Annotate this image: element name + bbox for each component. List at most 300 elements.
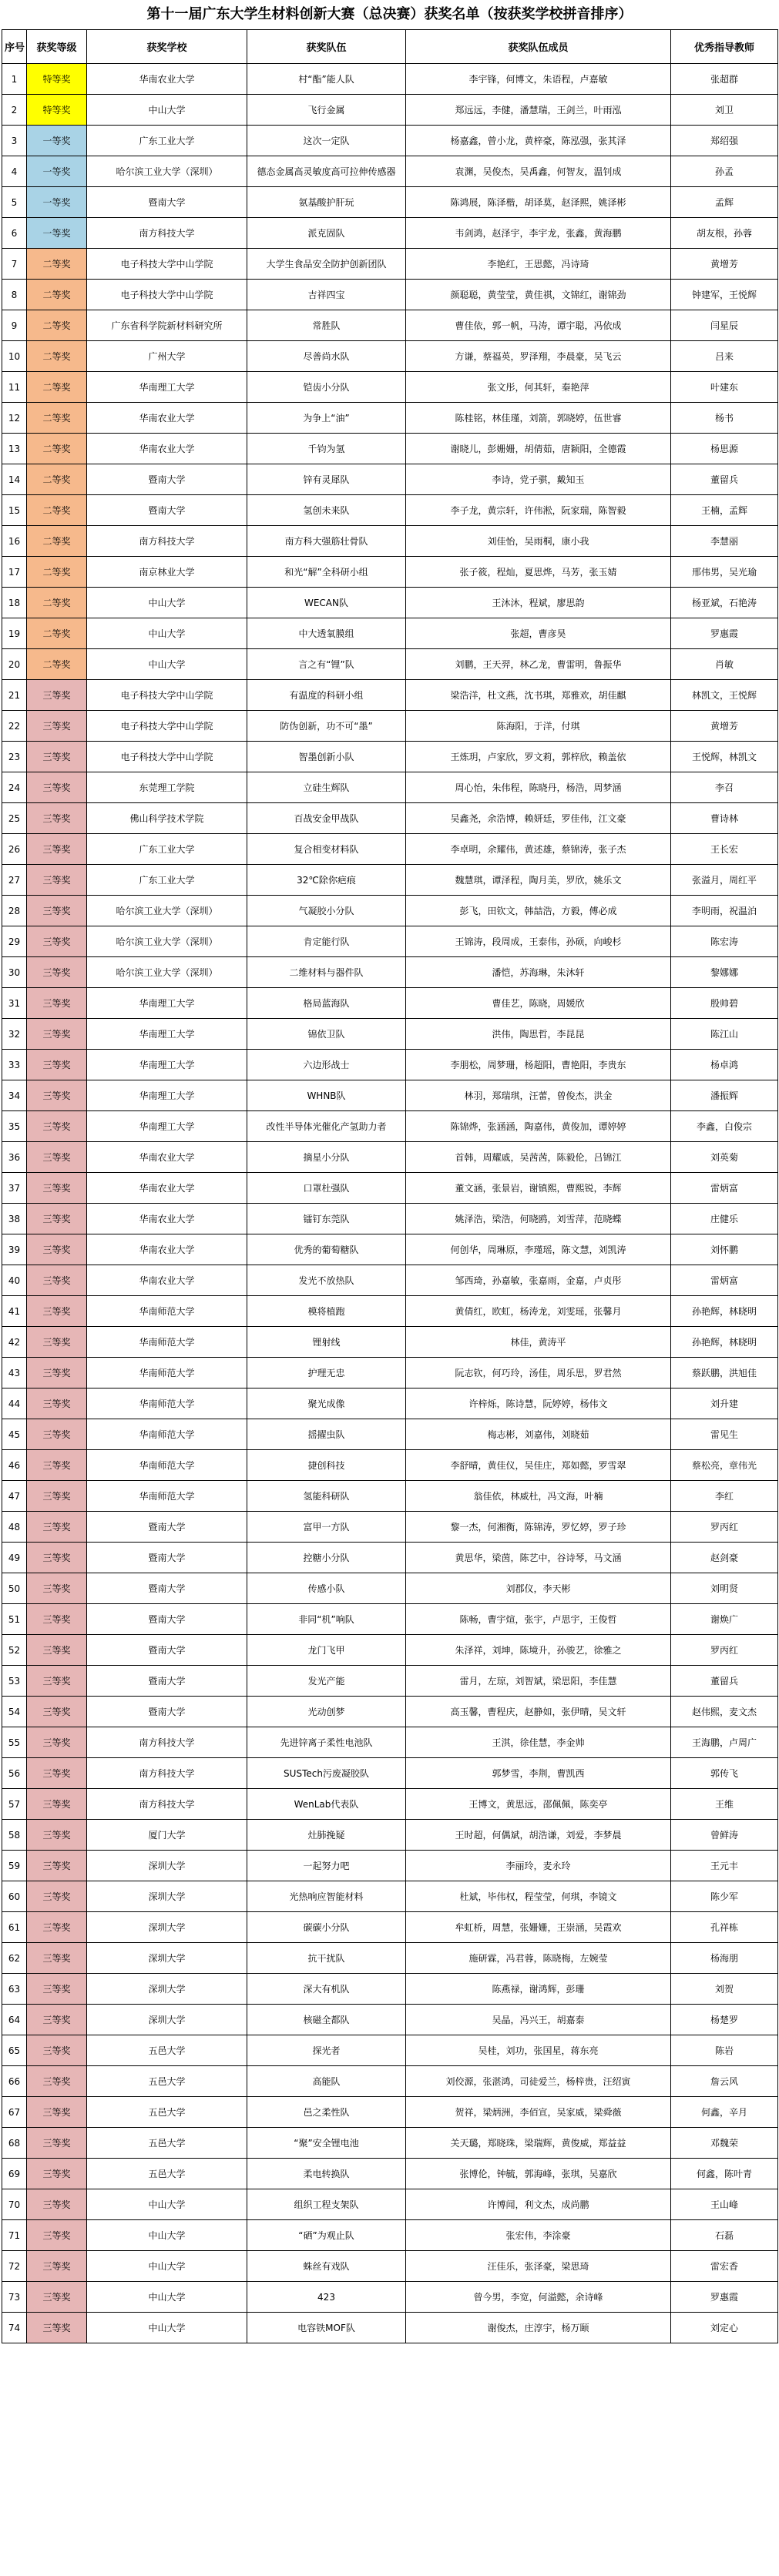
cell-advisor: 赵剑豪 [671,1543,778,1573]
cell-level: 三等奖 [27,926,87,957]
cell-level: 三等奖 [27,1019,87,1050]
cell-advisor: 杨亚斌，石艳涛 [671,588,778,618]
cell-school: 广东工业大学 [87,834,247,865]
cell-school: 华南农业大学 [87,1173,247,1204]
cell-school: 华南师范大学 [87,1358,247,1388]
table-row [2,2189,778,2220]
cell-advisor: 雷宏香 [671,2251,778,2282]
table-row [2,988,778,1019]
cell-no: 36 [2,1142,27,1173]
cell-no: 57 [2,1789,27,1820]
cell-team: 组织工程支架队 [247,2189,406,2220]
table-row [2,372,778,403]
cell-level: 三等奖 [27,1080,87,1111]
cell-advisor: 殷帅碧 [671,988,778,1019]
cell-team: WenLab代表队 [247,1789,406,1820]
cell-no: 63 [2,1974,27,2005]
cell-level: 二等奖 [27,588,87,618]
cell-level: 三等奖 [27,1234,87,1265]
cell-advisor: 刘怀鹏 [671,1234,778,1265]
cell-members: 张宏伟，李涂豪 [406,2220,671,2251]
cell-team: 肯定能行队 [247,926,406,957]
cell-team: 飞行金属 [247,95,406,126]
cell-school: 广东省科学院新材料研究所 [87,310,247,341]
header-school: 获奖学校 [87,30,247,64]
cell-level: 二等奖 [27,649,87,680]
cell-advisor: 刘贺 [671,1974,778,2005]
cell-level: 三等奖 [27,1512,87,1543]
cell-team: 南方科大强筋壮骨队 [247,526,406,557]
table-row [2,2282,778,2313]
cell-no: 44 [2,1388,27,1419]
cell-members: 吴鑫尧，余浩博，赖妍廷，罗佳伟，江文豪 [406,803,671,834]
cell-team: 光热响应智能材料 [247,1881,406,1912]
cell-school: 华南师范大学 [87,1419,247,1450]
cell-team: 423 [247,2282,406,2313]
cell-school: 南方科技大学 [87,1789,247,1820]
cell-advisor: 黎娜娜 [671,957,778,988]
cell-advisor: 杨思源 [671,434,778,464]
cell-school: 中山大学 [87,95,247,126]
cell-school: 暨南大学 [87,1666,247,1697]
cell-no: 56 [2,1758,27,1789]
table-row [2,1604,778,1635]
cell-school: 暨南大学 [87,495,247,526]
table-row [2,1388,778,1419]
table-row [2,1697,778,1727]
cell-no: 43 [2,1358,27,1388]
cell-level: 三等奖 [27,1358,87,1388]
cell-members: 邹西琦，孙嘉敏，张嘉雨，金嘉，卢贞彤 [406,1265,671,1296]
cell-no: 39 [2,1234,27,1265]
cell-no: 50 [2,1573,27,1604]
cell-advisor: 何鑫，陈叶青 [671,2159,778,2189]
cell-level: 三等奖 [27,1758,87,1789]
cell-no: 61 [2,1912,27,1943]
table-row [2,618,778,649]
cell-members: 董文涵，张景岩，谢镇熙，曹熙锐，李辉 [406,1173,671,1204]
cell-level: 三等奖 [27,1481,87,1512]
cell-members: 陈海阳，于洋，付琪 [406,711,671,742]
cell-team: 富甲一方队 [247,1512,406,1543]
cell-school: 五邑大学 [87,2128,247,2159]
cell-team: 揺擢虫队 [247,1419,406,1450]
cell-team: 摘星小分队 [247,1142,406,1173]
cell-advisor: 何鑫，辛月 [671,2097,778,2128]
cell-no: 40 [2,1265,27,1296]
cell-advisor: 刘升建 [671,1388,778,1419]
cell-school: 华南师范大学 [87,1481,247,1512]
cell-members: 张博伦，钟毓，郭海峰，张琪，吴嘉欣 [406,2159,671,2189]
cell-school: 华南农业大学 [87,1265,247,1296]
table-row [2,1512,778,1543]
cell-team: 邑之柔性队 [247,2097,406,2128]
cell-team: 控糖小分队 [247,1543,406,1573]
cell-team: SUSTech污废凝胶队 [247,1758,406,1789]
cell-level: 特等奖 [27,95,87,126]
page-title: 第十一届广东大学生材料创新大赛（总决赛）获奖名单（按获奖学校拼音排序） [146,6,633,22]
cell-no: 19 [2,618,27,649]
cell-members: 李丽玲，麦永玲 [406,1851,671,1881]
cell-school: 广东工业大学 [87,126,247,156]
cell-advisor: 孟辉 [671,187,778,218]
cell-level: 二等奖 [27,495,87,526]
cell-advisor: 黄增芳 [671,711,778,742]
cell-advisor: 王维 [671,1789,778,1820]
cell-no: 59 [2,1851,27,1881]
cell-level: 三等奖 [27,1851,87,1881]
cell-level: 二等奖 [27,372,87,403]
cell-team: 深大有机队 [247,1974,406,2005]
cell-school: 深圳大学 [87,1912,247,1943]
cell-members: 韦剑鸿，赵泽宇，李宇龙，张鑫，黄海鹏 [406,218,671,249]
cell-school: 哈尔滨工业大学（深圳） [87,896,247,926]
cell-team: 六边形战士 [247,1050,406,1080]
cell-team: 为争上“油” [247,403,406,434]
cell-school: 华南理工大学 [87,372,247,403]
cell-no: 21 [2,680,27,711]
cell-members: 雷月，左琼，刘智斌，梁思阳，李佳慧 [406,1666,671,1697]
cell-level: 三等奖 [27,2097,87,2128]
cell-no: 34 [2,1080,27,1111]
cell-no: 73 [2,2282,27,2313]
cell-no: 68 [2,2128,27,2159]
cell-members: 梁浩洋，杜文燕，沈书琪，郑雅欢，胡佳麒 [406,680,671,711]
cell-members: 袁渊，吴俊杰，吴禹鑫，何智友，温钊成 [406,156,671,187]
cell-no: 58 [2,1820,27,1851]
cell-members: 张文彤，何其轩，秦艳萍 [406,372,671,403]
cell-level: 三等奖 [27,1974,87,2005]
cell-no: 4 [2,156,27,187]
cell-school: 华南理工大学 [87,1080,247,1111]
cell-team: 立硅生辉队 [247,772,406,803]
cell-advisor: 李明雨，祝温泊 [671,896,778,926]
cell-team: 百战安金甲战队 [247,803,406,834]
cell-members: 郭梦雪，李荆，曹凯西 [406,1758,671,1789]
cell-no: 7 [2,249,27,280]
cell-advisor: 罗惠霞 [671,2282,778,2313]
cell-team: 碳碳小分队 [247,1912,406,1943]
cell-advisor: 潘振辉 [671,1080,778,1111]
cell-members: 李诗，党子骐，戴知玉 [406,464,671,495]
cell-level: 二等奖 [27,526,87,557]
cell-members: 陈燕禄，谢鸿辉，彭珊 [406,1974,671,2005]
cell-school: 南方科技大学 [87,218,247,249]
cell-advisor: 孙孟 [671,156,778,187]
table-row [2,2159,778,2189]
cell-members: 王时超，何偶斌，胡浩谦，刘爱，李梦晨 [406,1820,671,1851]
cell-members: 李卓明，余耀伟，黄述雄，蔡锦涛，张子杰 [406,834,671,865]
cell-team: 派克固队 [247,218,406,249]
cell-advisor: 王楠，孟辉 [671,495,778,526]
table-row [2,1881,778,1912]
cell-members: 汪佳乐，张泽豪，梁思琦 [406,2251,671,2282]
table-row [2,1204,778,1234]
cell-no: 72 [2,2251,27,2282]
cell-advisor: 刘定心 [671,2313,778,2343]
cell-team: 护理无忠 [247,1358,406,1388]
cell-members: 魏慧琪，谭泽程，陶月美，罗欣，姚乐文 [406,865,671,896]
cell-no: 62 [2,1943,27,1974]
cell-school: 电子科技大学中山学院 [87,711,247,742]
cell-level: 三等奖 [27,2189,87,2220]
cell-members: 何创华，周琳原，李瑾瑶，陈文慧，刘凯涛 [406,1234,671,1265]
cell-level: 三等奖 [27,1727,87,1758]
cell-team: 二维材料与器件队 [247,957,406,988]
cell-team: 大学生食品安全防护创新团队 [247,249,406,280]
cell-team: 锌有灵犀队 [247,464,406,495]
cell-no: 70 [2,2189,27,2220]
cell-members: 张子筱，程灿，夏思烨，马芳，张玉婧 [406,557,671,588]
cell-school: 东莞理工学院 [87,772,247,803]
cell-no: 31 [2,988,27,1019]
cell-school: 电子科技大学中山学院 [87,249,247,280]
cell-no: 22 [2,711,27,742]
cell-level: 三等奖 [27,1050,87,1080]
cell-team: 改性半导体光催化产氢助力者 [247,1111,406,1142]
table-row [2,156,778,187]
cell-level: 三等奖 [27,1265,87,1296]
cell-team: 防伪创新，功不可“墨” [247,711,406,742]
cell-no: 67 [2,2097,27,2128]
cell-members: 林羽，郑瑞琪，汪蕾，曾俊杰，洪金 [406,1080,671,1111]
cell-school: 深圳大学 [87,1943,247,1974]
cell-no: 5 [2,187,27,218]
cell-school: 暨南大学 [87,1635,247,1666]
cell-team: 龙门飞甲 [247,1635,406,1666]
cell-school: 厦门大学 [87,1820,247,1851]
cell-members: 梅志彬，刘嘉伟，刘晓茹 [406,1419,671,1450]
table-row [2,1851,778,1881]
cell-no: 38 [2,1204,27,1234]
cell-no: 46 [2,1450,27,1481]
cell-school: 电子科技大学中山学院 [87,280,247,310]
cell-level: 三等奖 [27,1789,87,1820]
table-row [2,2066,778,2097]
cell-no: 47 [2,1481,27,1512]
table-row [2,310,778,341]
cell-no: 26 [2,834,27,865]
cell-school: 中山大学 [87,588,247,618]
cell-advisor: 杨海朋 [671,1943,778,1974]
cell-members: 李子龙，黄宗轩，许伟淞，阮家瑞，陈智毅 [406,495,671,526]
cell-level: 三等奖 [27,742,87,772]
cell-level: 三等奖 [27,2220,87,2251]
cell-level: 一等奖 [27,187,87,218]
cell-school: 华南农业大学 [87,1204,247,1234]
cell-advisor: 吕来 [671,341,778,372]
cell-school: 华南农业大学 [87,403,247,434]
cell-school: 中山大学 [87,649,247,680]
table-row [2,1234,778,1265]
table-row [2,1912,778,1943]
cell-school: 佛山科学技术学院 [87,803,247,834]
cell-level: 特等奖 [27,64,87,95]
cell-school: 暨南大学 [87,1573,247,1604]
cell-school: 哈尔滨工业大学（深圳） [87,926,247,957]
table-row [2,680,778,711]
cell-level: 三等奖 [27,1327,87,1358]
cell-team: 气凝胶小分队 [247,896,406,926]
cell-level: 三等奖 [27,1111,87,1142]
cell-advisor: 曹诗林 [671,803,778,834]
table-row [2,464,778,495]
cell-team: 锦依卫队 [247,1019,406,1050]
table-row [2,2313,778,2343]
cell-advisor: 陈少军 [671,1881,778,1912]
table-row [2,1543,778,1573]
table-row [2,2005,778,2035]
cell-level: 二等奖 [27,249,87,280]
cell-members: 刘鹏，王天羿，林乙龙，曹雷明，鲁振华 [406,649,671,680]
cell-school: 深圳大学 [87,1881,247,1912]
cell-school: 中山大学 [87,2220,247,2251]
cell-members: 颜聪聪，黄莹莹，黄佳祺，文锦红，谢锦劲 [406,280,671,310]
cell-level: 三等奖 [27,1635,87,1666]
cell-school: 五邑大学 [87,2097,247,2128]
cell-no: 33 [2,1050,27,1080]
cell-no: 23 [2,742,27,772]
cell-advisor: 李慧丽 [671,526,778,557]
cell-advisor: 杨书 [671,403,778,434]
cell-no: 69 [2,2159,27,2189]
cell-level: 三等奖 [27,2035,87,2066]
cell-team: 常胜队 [247,310,406,341]
cell-team: 聚光成像 [247,1388,406,1419]
table-row [2,1481,778,1512]
cell-advisor: 陈岩 [671,2035,778,2066]
cell-advisor: 刘卫 [671,95,778,126]
cell-no: 8 [2,280,27,310]
header-team: 获奖队伍 [247,30,406,64]
cell-no: 2 [2,95,27,126]
cell-school: 南京林业大学 [87,557,247,588]
table-row [2,1019,778,1050]
table-row [2,2251,778,2282]
cell-level: 三等奖 [27,1604,87,1635]
cell-advisor: 罗丙红 [671,1512,778,1543]
cell-school: 华南师范大学 [87,1327,247,1358]
cell-advisor: 杨卓鸿 [671,1050,778,1080]
cell-advisor: 刘明贤 [671,1573,778,1604]
cell-team: 灶肺挽疑 [247,1820,406,1851]
cell-level: 二等奖 [27,557,87,588]
table-row [2,834,778,865]
table-row [2,2097,778,2128]
cell-advisor: 张超群 [671,64,778,95]
cell-members: 刘郡仪，李天彬 [406,1573,671,1604]
table-header-row [2,30,778,64]
table-row [2,249,778,280]
cell-members: 刘佳怡，吴雨桐，康小我 [406,526,671,557]
cell-level: 三等奖 [27,2159,87,2189]
cell-advisor: 李红 [671,1481,778,1512]
table-row [2,711,778,742]
cell-school: 电子科技大学中山学院 [87,742,247,772]
cell-advisor: 石磊 [671,2220,778,2251]
cell-team: 千钧为氢 [247,434,406,464]
cell-members: 翁佳依，林威杜，冯文海，叶楠 [406,1481,671,1512]
cell-no: 49 [2,1543,27,1573]
cell-team: 口罩杜强队 [247,1173,406,1204]
table-row [2,1296,778,1327]
cell-team: 和光“解”全科研小组 [247,557,406,588]
cell-no: 48 [2,1512,27,1543]
cell-school: 暨南大学 [87,1512,247,1543]
cell-no: 29 [2,926,27,957]
cell-members: 许博闻，利文杰，成尚鹏 [406,2189,671,2220]
table-row [2,341,778,372]
cell-level: 三等奖 [27,680,87,711]
table-row [2,926,778,957]
cell-level: 三等奖 [27,2251,87,2282]
cell-school: 中山大学 [87,2282,247,2313]
table-row [2,495,778,526]
cell-advisor: 罗丙红 [671,1635,778,1666]
cell-members: 杨嘉鑫，曾小龙，黄梓豪，陈泓强，张其泽 [406,126,671,156]
cell-level: 三等奖 [27,834,87,865]
cell-advisor: 邓魏荣 [671,2128,778,2159]
cell-advisor: 钟建军，王悦辉 [671,280,778,310]
cell-team: 先进锌离子柔性电池队 [247,1727,406,1758]
cell-level: 三等奖 [27,1173,87,1204]
cell-no: 53 [2,1666,27,1697]
cell-advisor: 赵伟熙，麦文杰 [671,1697,778,1727]
cell-no: 51 [2,1604,27,1635]
cell-school: 五邑大学 [87,2035,247,2066]
cell-members: 洪伟，陶思哲，李昆昆 [406,1019,671,1050]
cell-team: 捷创科技 [247,1450,406,1481]
table-row [2,526,778,557]
table-body [2,64,778,2343]
cell-team: 传感小队 [247,1573,406,1604]
award-table [2,29,778,2343]
cell-advisor: 黄增芳 [671,249,778,280]
cell-members: 牟虹桥，周慧，张姗姗，王崇涵，吴霞欢 [406,1912,671,1943]
cell-team: 格局蓝海队 [247,988,406,1019]
cell-no: 45 [2,1419,27,1450]
cell-school: 哈尔滨工业大学（深圳） [87,957,247,988]
cell-team: 锂射线 [247,1327,406,1358]
cell-level: 二等奖 [27,434,87,464]
table-row [2,1943,778,1974]
cell-level: 三等奖 [27,1666,87,1697]
cell-team: 优秀的葡萄糖队 [247,1234,406,1265]
cell-members: 郑远远，李健，潘慧瑞，王剑兰，叶雨泓 [406,95,671,126]
table-row [2,1358,778,1388]
cell-no: 65 [2,2035,27,2066]
cell-team: “聚”安全锂电池 [247,2128,406,2159]
cell-advisor: 蔡跃鹏，洪旭佳 [671,1358,778,1388]
cell-advisor: 邢伟男，吴光瑜 [671,557,778,588]
cell-members: 谢俊杰，庄淳宇，杨万颐 [406,2313,671,2343]
cell-no: 41 [2,1296,27,1327]
cell-no: 25 [2,803,27,834]
cell-level: 三等奖 [27,2066,87,2097]
cell-advisor: 李召 [671,772,778,803]
cell-advisor: 罗惠霞 [671,618,778,649]
cell-members: 杜斌，毕伟权，程莹莹，何琪，李镜文 [406,1881,671,1912]
cell-level: 三等奖 [27,711,87,742]
cell-team: 氢创未来队 [247,495,406,526]
table-row [2,1142,778,1173]
cell-no: 11 [2,372,27,403]
cell-advisor: 郭传飞 [671,1758,778,1789]
cell-members: 李艳红，王思懿，冯诗琦 [406,249,671,280]
cell-members: 李朋松，周梦珊，杨超阳，曹艳阳，李贵东 [406,1050,671,1080]
cell-team: 尽善尚水队 [247,341,406,372]
cell-team: “硒”为观止队 [247,2220,406,2251]
